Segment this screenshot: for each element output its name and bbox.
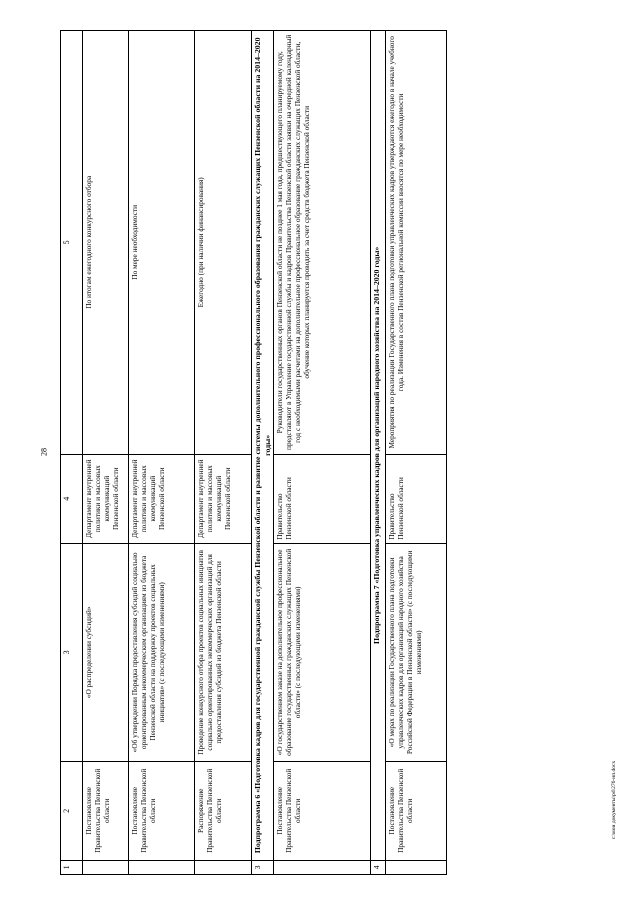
page-number: 28 [39, 448, 49, 456]
rotated-table-container [60, 30, 590, 875]
act-title-cell: «О распределении субсидий» [83, 543, 129, 761]
table-row [274, 31, 371, 875]
legal-acts-table [60, 30, 447, 875]
act-type-cell: Постановление Правительства Пензенской области [83, 761, 129, 860]
deadline-cell: По мере необходимости [129, 31, 195, 455]
responsible-cell: Департамент внутренней политики и массовых коммуникаций Пензенской области [129, 454, 195, 543]
act-type-cell: Постановление Правительства Пензенской области [129, 761, 195, 860]
act-title-cell: «О мерах по реализации Государственного плана подготовки управленческих кадров для организаций народного хозяйства Российской Федерации в Пензенской области» (с последующими изменениями) [386, 543, 447, 761]
header-cell-3: 3 [61, 543, 83, 761]
act-type-cell: Распоряжение Правительства Пензенской области [195, 761, 252, 860]
act-title-cell: «Об утверждении Порядка предоставления субсидий социально ориентированным некоммерческим организациям из бюджета Пензенской области на поддержку проектов социальных инициатив» (с последующими изменениями) [129, 543, 195, 761]
deadline-cell: Ежегодно (при наличии финансирования) [195, 31, 252, 455]
section-number: 3 [252, 860, 274, 874]
row-number-cell [83, 860, 129, 874]
table-row [83, 31, 129, 875]
deadline-cell: Руководители государственных органов Пензенской области не позднее 1 мая года, предшествующего планируемому году, представляют в Управление государственной службы и кадров Правительства Пензенской области заявки на очередной календарный год с необходимыми расчетами на дополнительное профессиональное образование гражданских служащих Пензенской области, обучение которых планируется проводить за счет средств бюджета Пензенской области [274, 31, 371, 455]
responsible-cell: Департамент внутренней политики и массовых коммуникаций Пензенской области [83, 454, 129, 543]
deadline-cell: По итогам ежегодного конкурсного отбора [83, 31, 129, 455]
deadline-cell: Мероприятия по реализации Государственного плана подготовки управленческих кадров утверждаются ежегодно в начале учебного года. Изменения в состав Пензенской региональной комиссии вносятся по мере необходимости [386, 31, 447, 455]
row-number-cell [386, 860, 447, 874]
table-row [386, 31, 447, 875]
header-cell-4: 4 [61, 454, 83, 543]
responsible-cell: Правительство Пензенской области [386, 454, 447, 543]
row-number-cell [129, 860, 195, 874]
responsible-cell: Департамент внутренней политики и массовых коммуникаций Пензенской области [195, 454, 252, 543]
section-header-row [371, 31, 386, 875]
section-title: Подпрограмма 7 «Подготовка управленческих кадров для организаций народного хозяйства на 2014–2020 годы» [371, 31, 386, 861]
header-cell-5: 5 [61, 31, 83, 455]
act-type-cell: Постановление Правительства Пензенской области [386, 761, 447, 860]
section-title: Подпрограмма 6 «Подготовка кадров для государственной гражданской службы Пензенской области и развитие системы дополнительного профессионального образования гражданских служащих Пензенской области на 2014–2020 годы» [252, 31, 274, 861]
row-number-cell [195, 860, 252, 874]
row-number-cell [274, 860, 371, 874]
footer-file-path: c:\мои документы\pd\276-нп.docx [611, 760, 617, 840]
table-row [129, 31, 195, 875]
act-title-cell: «О государственном заказе на дополнительное профессиональное образование государственных гражданских служащих Пензенской области» (с последующими изменениями) [274, 543, 371, 761]
table-header-row [61, 31, 83, 875]
section-number: 4 [371, 860, 386, 874]
section-header-row [252, 31, 274, 875]
header-cell-2: 2 [61, 761, 83, 860]
responsible-cell: Правительство Пензенской области [274, 454, 371, 543]
act-type-cell: Постановление Правительства Пензенской области [274, 761, 371, 860]
header-cell-1: 1 [61, 860, 83, 874]
act-title-cell: Проведение конкурсного отбора проектов социальных инициатив социально ориентированных некоммерческих организаций для предоставления субсидий из бюджета Пензенской области [195, 543, 252, 761]
table-row [195, 31, 252, 875]
